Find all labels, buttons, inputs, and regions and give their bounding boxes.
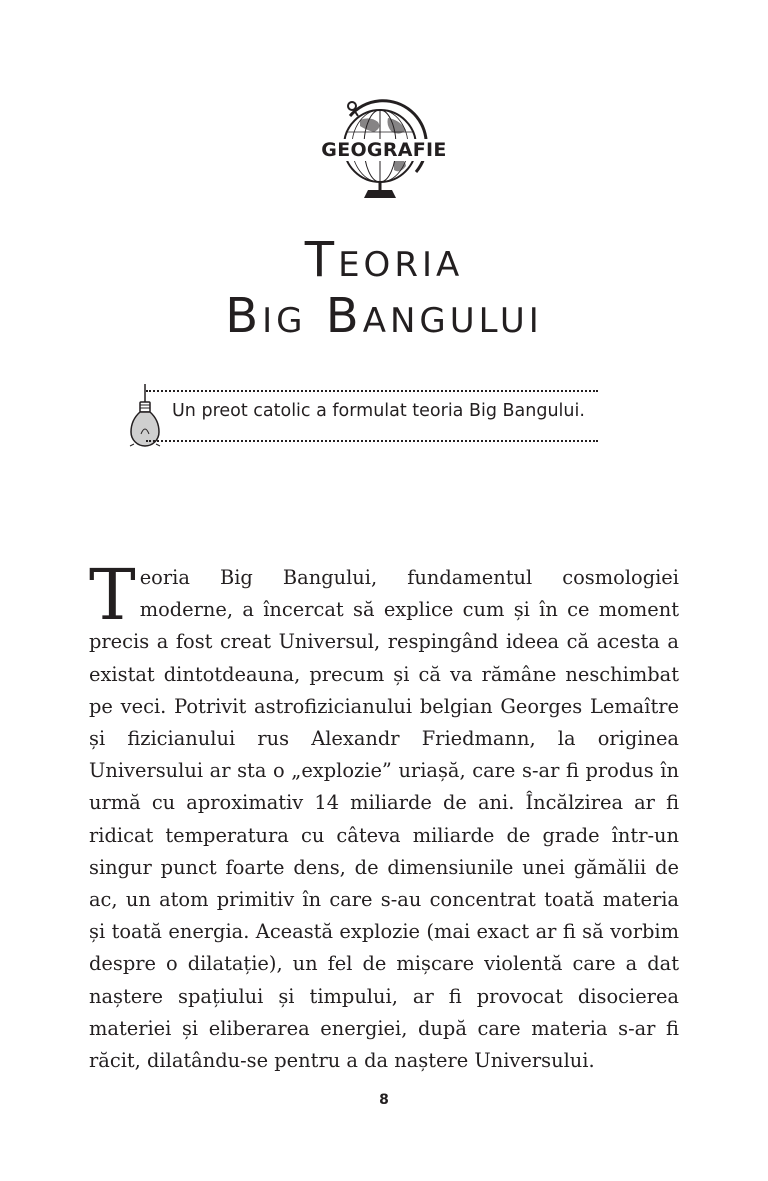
fact-top-divider: [146, 390, 598, 392]
fact-box: [128, 384, 608, 456]
drop-cap: T: [89, 554, 136, 636]
chapter-title: [0, 232, 768, 344]
fact-bottom-divider: [146, 440, 598, 442]
body-text: eoria Big Bangului, fundamentul cosmologiei moderne, a încercat să explice cum și în ce moment precis a fost creat Universul, respingând ideea că acesta a existat dintotdeauna, precum și că va rămâne neschimbat pe veci. Potrivit astrofizicianului belgian Georges Lemaître și fizicianului rus Alexandr Friedmann, la originea Universului ar sta o „explozie” uriașă, care s-ar fi produs în urmă cu aproximativ 14 miliarde de ani. Încălzirea ar fi ridicat temperatura cu câteva miliarde de grade într-un singur punct foarte dens, de dimensiunile unei gămălii de ac, un atom primitiv în care s-au concentrat toată materia și toată energia. Această explozie (mai exact ar fi să vorbim despre o dilatație), un fel de mișcare violentă care a dat naștere spațiului și timpului, ar fi provocat disocierea materiei și eliberarea energiei, după care materia s-ar fi răcit, dilatându-se pentru a da naștere Universului.: [89, 566, 679, 1073]
page-number: 8: [379, 1092, 389, 1108]
title-line-1: Teoria: [304, 232, 464, 288]
section-label-text: GEOGRAFIE: [318, 139, 449, 161]
light-bulb-icon: [128, 384, 164, 456]
section-label: [0, 139, 768, 161]
fact-text: Un preot catolic a formulat teoria Big Bangului.: [172, 401, 585, 421]
title-line-2: Big Bangului: [225, 288, 543, 344]
body-paragraph: [89, 554, 679, 1077]
